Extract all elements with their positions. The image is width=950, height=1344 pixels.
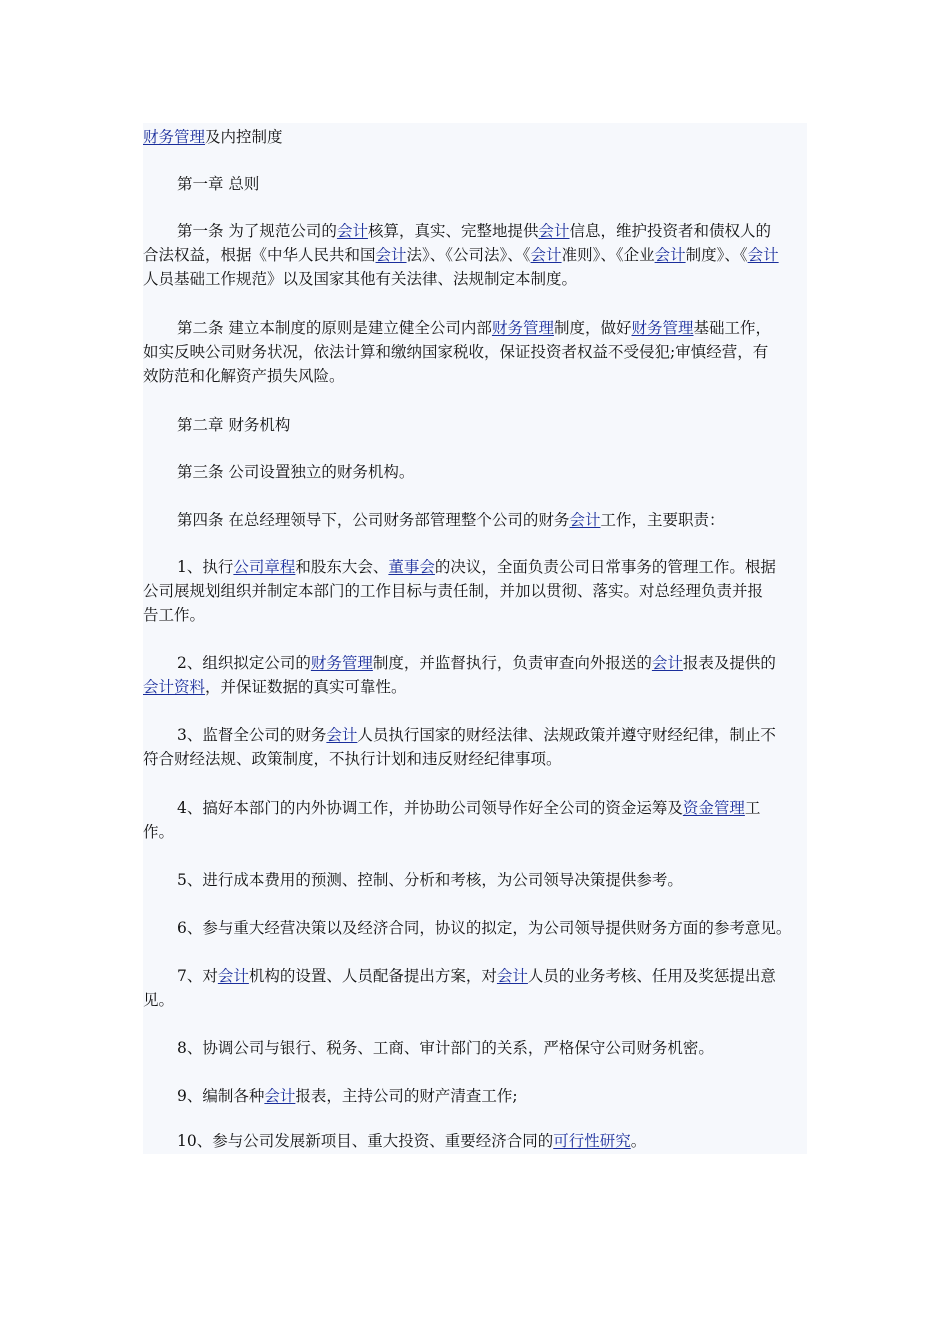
- link-kuaiji[interactable]: 会计: [651, 654, 683, 672]
- document-title: [143, 125, 807, 149]
- link-kuaiji-ziliao[interactable]: 会计资料: [143, 678, 206, 696]
- text: 第一条 为了规范公司的: [177, 222, 337, 240]
- text: 和股东大会、: [295, 558, 389, 576]
- duty-item-3: [143, 723, 807, 771]
- text: 的决议，全面负责公司日常事务的管理工作。根据: [434, 558, 776, 576]
- link-kuaiji[interactable]: 会计: [530, 246, 562, 264]
- text: 人员的业务考核、任用及奖惩提出意: [527, 967, 776, 985]
- link-caiwu-guanli[interactable]: 财务管理: [143, 128, 206, 146]
- text: 制度，并监督执行，负责审查向外报送的: [372, 654, 652, 672]
- link-kuaiji[interactable]: 会计: [375, 246, 407, 264]
- text: 人员执行国家的财经法律、法规政策并遵守财经纪律，制止不: [357, 726, 776, 744]
- text: 4、搞好本部门的内外协调工作，并协助公司领导作好全公司的资金运筹及: [177, 799, 683, 817]
- text: 7、对: [177, 967, 218, 985]
- link-kuaiji[interactable]: 会计: [747, 246, 779, 264]
- article-4: [143, 508, 807, 532]
- text: 如实反映公司财务状况，依法计算和缴纳国家税收，保证投资者权益不受侵犯;审慎经营，有: [143, 343, 769, 361]
- text: 2、组织拟定公司的: [177, 654, 311, 672]
- text: 1、执行: [177, 558, 234, 576]
- duty-item-6: 6、参与重大经营决策以及经济合同，协议的拟定，为公司领导提供财务方面的参考意见。: [177, 919, 792, 937]
- duty-item-4: [143, 796, 807, 844]
- link-kuaiji[interactable]: 会计: [538, 222, 570, 240]
- link-kexingxing-yanjiu[interactable]: 可行性研究: [553, 1132, 631, 1150]
- duty-item-8: 8、协调公司与银行、税务、工商、审计部门的关系，严格保守公司财务机密。: [177, 1039, 714, 1057]
- text: 制度，做好: [553, 319, 632, 337]
- duty-item-5: 5、进行成本费用的预测、控制、分析和考核，为公司领导决策提供参考。: [177, 871, 683, 889]
- text: 信息，维护投资者和债权人的: [569, 222, 771, 240]
- text: 效防范和化解资产损失风险。: [143, 367, 345, 385]
- text: 报表及提供的: [682, 654, 776, 672]
- link-kuaiji[interactable]: 会计: [496, 967, 528, 985]
- title-text: 及内控制度: [205, 128, 283, 146]
- chapter-2-heading: 第二章 财务机构: [177, 416, 291, 434]
- text: 人员基础工作规范》以及国家其他有关法律、法规制定本制度。: [143, 270, 578, 288]
- text: 合法权益，根据《中华人民共和国: [143, 246, 376, 264]
- link-caiwu-guanli[interactable]: 财务管理: [310, 654, 373, 672]
- text: 制度》、《: [685, 246, 748, 264]
- text: 9、编制各种: [177, 1087, 265, 1105]
- link-gongsi-zhangcheng[interactable]: 公司章程: [233, 558, 296, 576]
- link-dongshihui[interactable]: 董事会: [388, 558, 435, 576]
- text: 基础工作，: [693, 319, 771, 337]
- text: 见。: [143, 991, 175, 1009]
- duty-item-7: [143, 964, 807, 1012]
- article-3: 第三条 公司设置独立的财务机构。: [177, 463, 415, 481]
- text: 。: [630, 1132, 647, 1150]
- text: 3、监督全公司的财务: [177, 726, 327, 744]
- text: 公司展规划组织并制定本部门的工作目标与责任制，并加以贯彻、落实。对总经理负责并报: [143, 582, 764, 600]
- duty-item-9: [143, 1084, 807, 1108]
- text: 核算，真实、完整地提供: [367, 222, 539, 240]
- article-1: [143, 219, 807, 291]
- link-caiwu-guanli[interactable]: 财务管理: [491, 319, 554, 337]
- text: 工作，主要职责：: [600, 511, 725, 529]
- link-caiwu-guanli[interactable]: 财务管理: [631, 319, 694, 337]
- chapter-1-heading: 第一章 总则: [177, 175, 260, 193]
- link-zijin-guanli[interactable]: 资金管理: [682, 799, 745, 817]
- text: 法》、《公司法》、《: [406, 246, 531, 264]
- text: 作。: [143, 823, 175, 841]
- text: 10、参与公司发展新项目、重大投资、重要经济合同的: [177, 1132, 554, 1150]
- text: 告工作。: [143, 606, 206, 624]
- link-kuaiji[interactable]: 会计: [336, 222, 368, 240]
- link-kuaiji[interactable]: 会计: [264, 1087, 296, 1105]
- text: 符合财经法规、政策制度，不执行计划和违反财经纪律事项。: [143, 750, 562, 768]
- text: 第二条 建立本制度的原则是建立健全公司内部: [177, 319, 492, 337]
- link-kuaiji[interactable]: 会计: [654, 246, 686, 264]
- document-content: [143, 123, 807, 1154]
- duty-item-1: [143, 555, 807, 627]
- link-kuaiji[interactable]: 会计: [569, 511, 601, 529]
- link-kuaiji[interactable]: 会计: [217, 967, 249, 985]
- text: 报表，主持公司的财产清查工作;: [295, 1087, 518, 1105]
- text: 机构的设置、人员配备提出方案，对: [248, 967, 497, 985]
- text: 工: [744, 799, 761, 817]
- text: 第四条 在总经理领导下，公司财务部管理整个公司的财务: [177, 511, 570, 529]
- duty-item-2: [143, 651, 807, 699]
- link-kuaiji[interactable]: 会计: [326, 726, 358, 744]
- text: 准则》、《企业: [561, 246, 655, 264]
- duty-item-10: [143, 1129, 807, 1153]
- text: ，并保证数据的真实可靠性。: [205, 678, 407, 696]
- article-2: [143, 316, 807, 388]
